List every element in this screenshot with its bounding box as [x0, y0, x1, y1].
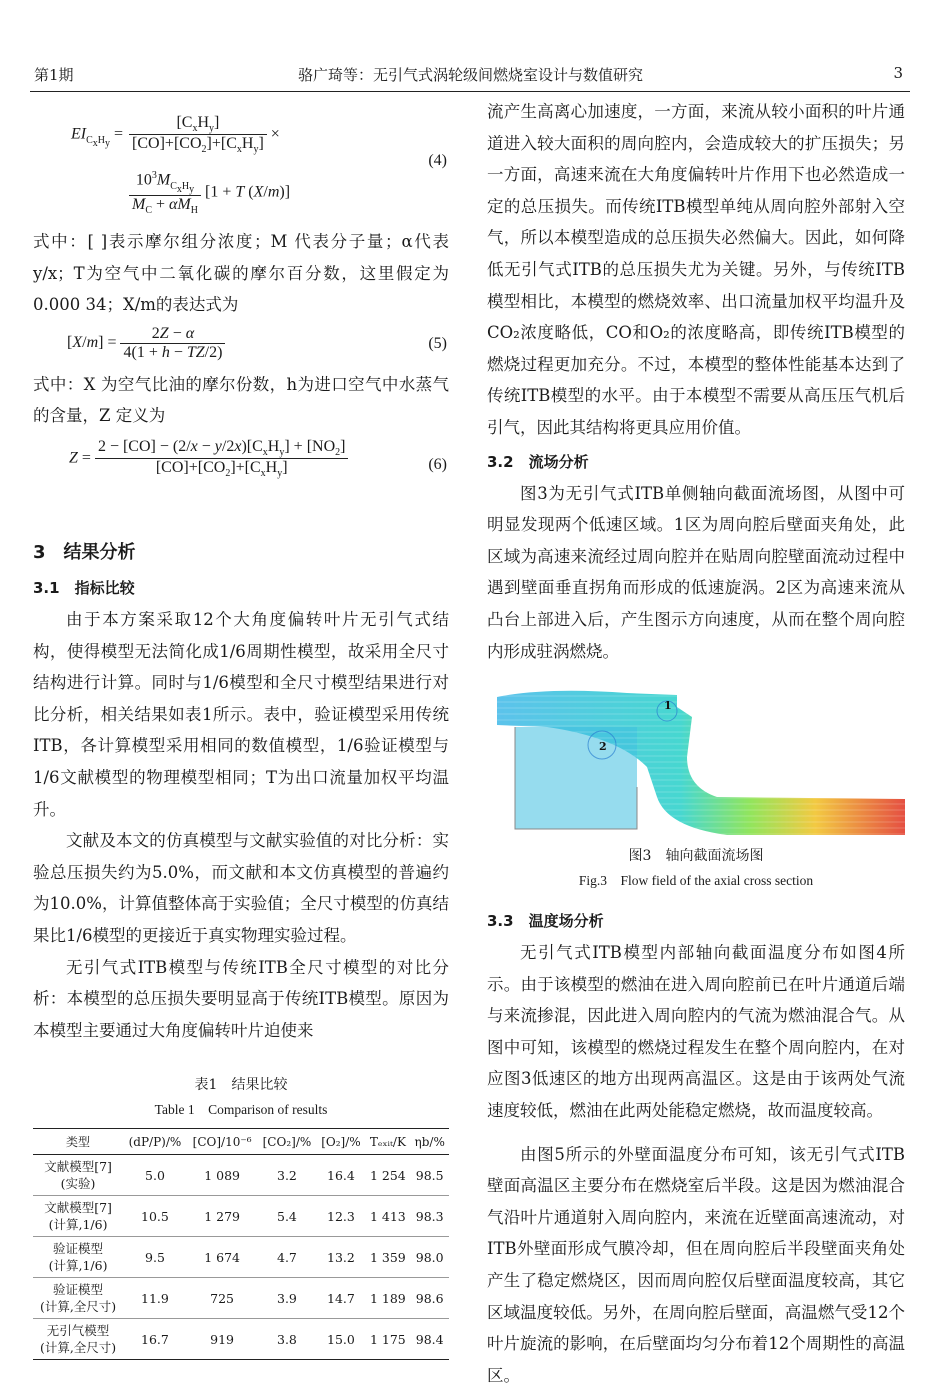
table-1-header-3: [CO₂]/% [257, 1129, 316, 1155]
paragraph-3-3-a: 无引气式ITB模型内部轴向截面温度分布如图4所示。由于该模型的燃油在进入周向腔前已在叶片通道后端与来流掺混，因此进入周向腔内的气流为燃油混合气。从图中可知，该模型的燃烧过程发生在整个周向腔内，在对应图3低速区的地方出现两高温区。这是由于该两处气流速度较低，燃油在此两处能稳定燃烧，故而温度较高。 [487, 943, 905, 1121]
table-cell: 1 359 [365, 1237, 410, 1278]
table-1-header-0: 类型 [33, 1129, 123, 1155]
paragraph-after-eq4: 式中：[ ]表示摩尔组分浓度；M 代表分子量；α代表y/x；T为空气中二氧化碳的摩尔百分数，这里假定为0.000 34；X/m的表达式为 [33, 232, 449, 315]
table-cell: 98.6 [410, 1278, 449, 1319]
running-header [0, 60, 941, 92]
table-cell: 12.3 [317, 1196, 366, 1237]
equation-6: Z = $\frac{2 - [CO] - (2/x - y/2x)[C_xH_y] + [NO_2]}{[CO]+[CO_2]+[C_xH_y]}$ (6) [69, 437, 447, 480]
table-cell: 文献模型[7] (实验) [33, 1155, 123, 1196]
table-cell: 98.3 [410, 1196, 449, 1237]
table-cell: 无引气模型 (计算,全尺寸) [33, 1319, 123, 1360]
table-1 [33, 1128, 449, 1360]
table-cell: 98.4 [410, 1319, 449, 1360]
table-cell: 13.2 [317, 1237, 366, 1278]
section-3-3-heading: 3.3 温度场分析 [487, 912, 604, 931]
table-1-header-1: (dP/P)/% [123, 1129, 187, 1155]
table-cell: 9.5 [123, 1237, 187, 1278]
table-cell: 14.7 [317, 1278, 366, 1319]
table-cell: 16.7 [123, 1319, 187, 1360]
zone-1-label: 1 [664, 699, 672, 713]
table-cell: 725 [187, 1278, 258, 1319]
table-row [33, 1155, 449, 1196]
table-cell: 15.0 [317, 1319, 366, 1360]
equation-6-number: (6) [428, 455, 447, 473]
table-row [33, 1196, 449, 1237]
table-cell: 11.9 [123, 1278, 187, 1319]
table-cell: 98.0 [410, 1237, 449, 1278]
flow-field-image [487, 687, 905, 837]
paragraph-3-1-d: 流产生高离心加速度，一方面，来流从较小面积的叶片通道进入较大面积的周向腔内，会造成较大的扩压损失；另一方面，高速来流在大角度偏转叶片作用下也必然造成一定的总压损失。而传统ITB模型单纯从周向腔外部射入空气，所以本模型造成的总压损失必然偏大。因此，如何降低无引气式ITB的总压损失尤为关键。另外，与传统ITB模型相比，本模型的燃烧效率、出口流量加权平均温升及CO₂浓度略低，CO和O₂的浓度略高，即传统ITB模型的燃烧过程更加充分。不过，本模型的整体性能基本达到了传统ITB模型的水平。由于本模型不需要从高压压气机后引气，因此其结构将更具应用价值。 [487, 102, 905, 437]
figure-3-caption-en: Fig.3 Flow field of the axial cross section [578, 873, 814, 889]
table-1-caption-cn: 表1 结果比较 [194, 1077, 288, 1094]
paragraph-3-1-a: 由于本方案采取12个大角度偏转叶片无引气式结构，使得模型无法简化成1/6周期性模型，故采用全尺寸结构进行计算。同时与1/6模型和全尺寸模型结果进行对比分析，相关结果如表1所示。表中，验证模型采用传统ITB，各计算模型采用相同的数值模型，1/6验证模型与1/6文献模型的物理模型相同；T为出口流量加权平均温升。 [33, 609, 449, 819]
table-cell: 16.4 [317, 1155, 366, 1196]
figure-3 [487, 687, 905, 837]
equation-4: $EI_{C_xH_y}$ = $\frac{[C_xH_y]}{[CO]+[CO_2]+[C_xH_y]}$ × $\frac{10^3M_{C_xH_y}}{M_C + \alpha M_H}$ [1 + T (X/m)] (4) [71, 114, 447, 216]
table-cell: 1 413 [365, 1196, 410, 1237]
table-cell: 文献模型[7] (计算,1/6) [33, 1196, 123, 1237]
zone-2-label: 2 [599, 740, 607, 754]
table-cell: 1 089 [187, 1155, 258, 1196]
table-cell: 919 [187, 1319, 258, 1360]
table-1-header-6: ηb/% [410, 1129, 449, 1155]
left-column [33, 96, 449, 1360]
table-cell: 10.5 [123, 1196, 187, 1237]
paragraph-3-2: 图3为无引气式ITB单侧轴向截面流场图，从图中可明显发现两个低速区域。1区为周向腔后壁面夹角处，此区域为高速来流经过周向腔并在贴周向腔壁面流动过程中遇到壁面垂直拐角而形成的低速旋涡。2区为高速来流从凸台上部进入后，产生图示方向速度，从而在整个周向腔内形成驻涡燃烧。 [487, 483, 905, 661]
table-1-caption-en: Table 1 Comparison of results [154, 1102, 328, 1118]
equation-5-number: (5) [428, 334, 447, 352]
table-cell: 5.4 [257, 1196, 316, 1237]
paragraph-3-3-b: 由图5所示的外壁面温度分布可知，该无引气式ITB壁面高温区主要分布在燃烧室后半段。这是因为燃油混合气沿叶片通道射入周向腔内，来流在近壁面高速流动，对ITB外壁面形成气膜冷却，但在周向腔后半段壁面夹角处产生了稳定燃烧区，因而周向腔仅后壁面温度较高，其它区域温度较低。另外，在周向腔后壁面，高温燃气受12个叶片旋流的影响，在后壁面均匀分布着12个周期性的高温区。 [487, 1144, 905, 1385]
equation-4-number: (4) [428, 152, 447, 169]
figure-3-caption-cn: 图3 轴向截面流场图 [628, 848, 764, 865]
section-3-1-heading: 3.1 指标比较 [33, 578, 135, 597]
table-cell: 1 674 [187, 1237, 258, 1278]
table-cell: 1 254 [365, 1155, 410, 1196]
table-cell: 验证模型 (计算,1/6) [33, 1237, 123, 1278]
table-cell: 3.8 [257, 1319, 316, 1360]
equation-5: [X/m] = $\frac{2Z - \alpha}{4(1 + h - TZ/2)}$ (5) [67, 324, 447, 361]
table-row [33, 1319, 449, 1360]
table-cell: 验证模型 (计算,全尺寸) [33, 1278, 123, 1319]
paragraph-after-eq5: 式中：X 为空气比油的摩尔份数，h为进口空气中水蒸气的含量，Z 定义为 [33, 374, 449, 426]
section-3-heading: 3 结果分析 [33, 541, 136, 563]
paragraph-3-1-c: 无引气式ITB模型与传统ITB全尺寸模型的对比分析：本模型的总压损失要明显高于传统ITB模型。原因为本模型主要通过大角度偏转叶片迫使来 [33, 957, 449, 1040]
table-1-header-4: [O₂]/% [317, 1129, 366, 1155]
table-cell: 5.0 [123, 1155, 187, 1196]
table-cell: 3.9 [257, 1278, 316, 1319]
paragraph-3-1-b: 文献及本文的仿真模型与文献实验值的对比分析：实验总压损失约为5.0%，而文献和本文仿真模型的普遍约为10.0%，计算值整体高于实验值；全尺寸模型的仿真结果比1/6模型的更接近于真实物理实验过程。 [33, 831, 449, 945]
table-cell: 4.7 [257, 1237, 316, 1278]
table-cell: 1 175 [365, 1319, 410, 1360]
page-number: 3 [893, 64, 903, 82]
table-cell: 1 279 [187, 1196, 258, 1237]
table-row [33, 1278, 449, 1319]
table-1-header-5: Tₑₓᵢₜ/K [365, 1129, 410, 1155]
running-title: 骆广琦等：无引气式涡轮级间燃烧室设计与数值研究 [297, 66, 643, 84]
table-1-header-2: [CO]/10⁻⁶ [187, 1129, 258, 1155]
header-rule [30, 91, 910, 92]
right-column [487, 96, 905, 1391]
table-cell: 1 189 [365, 1278, 410, 1319]
table-cell: 3.2 [257, 1155, 316, 1196]
table-row [33, 1237, 449, 1278]
table-cell: 98.5 [410, 1155, 449, 1196]
section-3-2-heading: 3.2 流场分析 [487, 452, 589, 471]
issue-number: 第1期 [34, 66, 74, 84]
